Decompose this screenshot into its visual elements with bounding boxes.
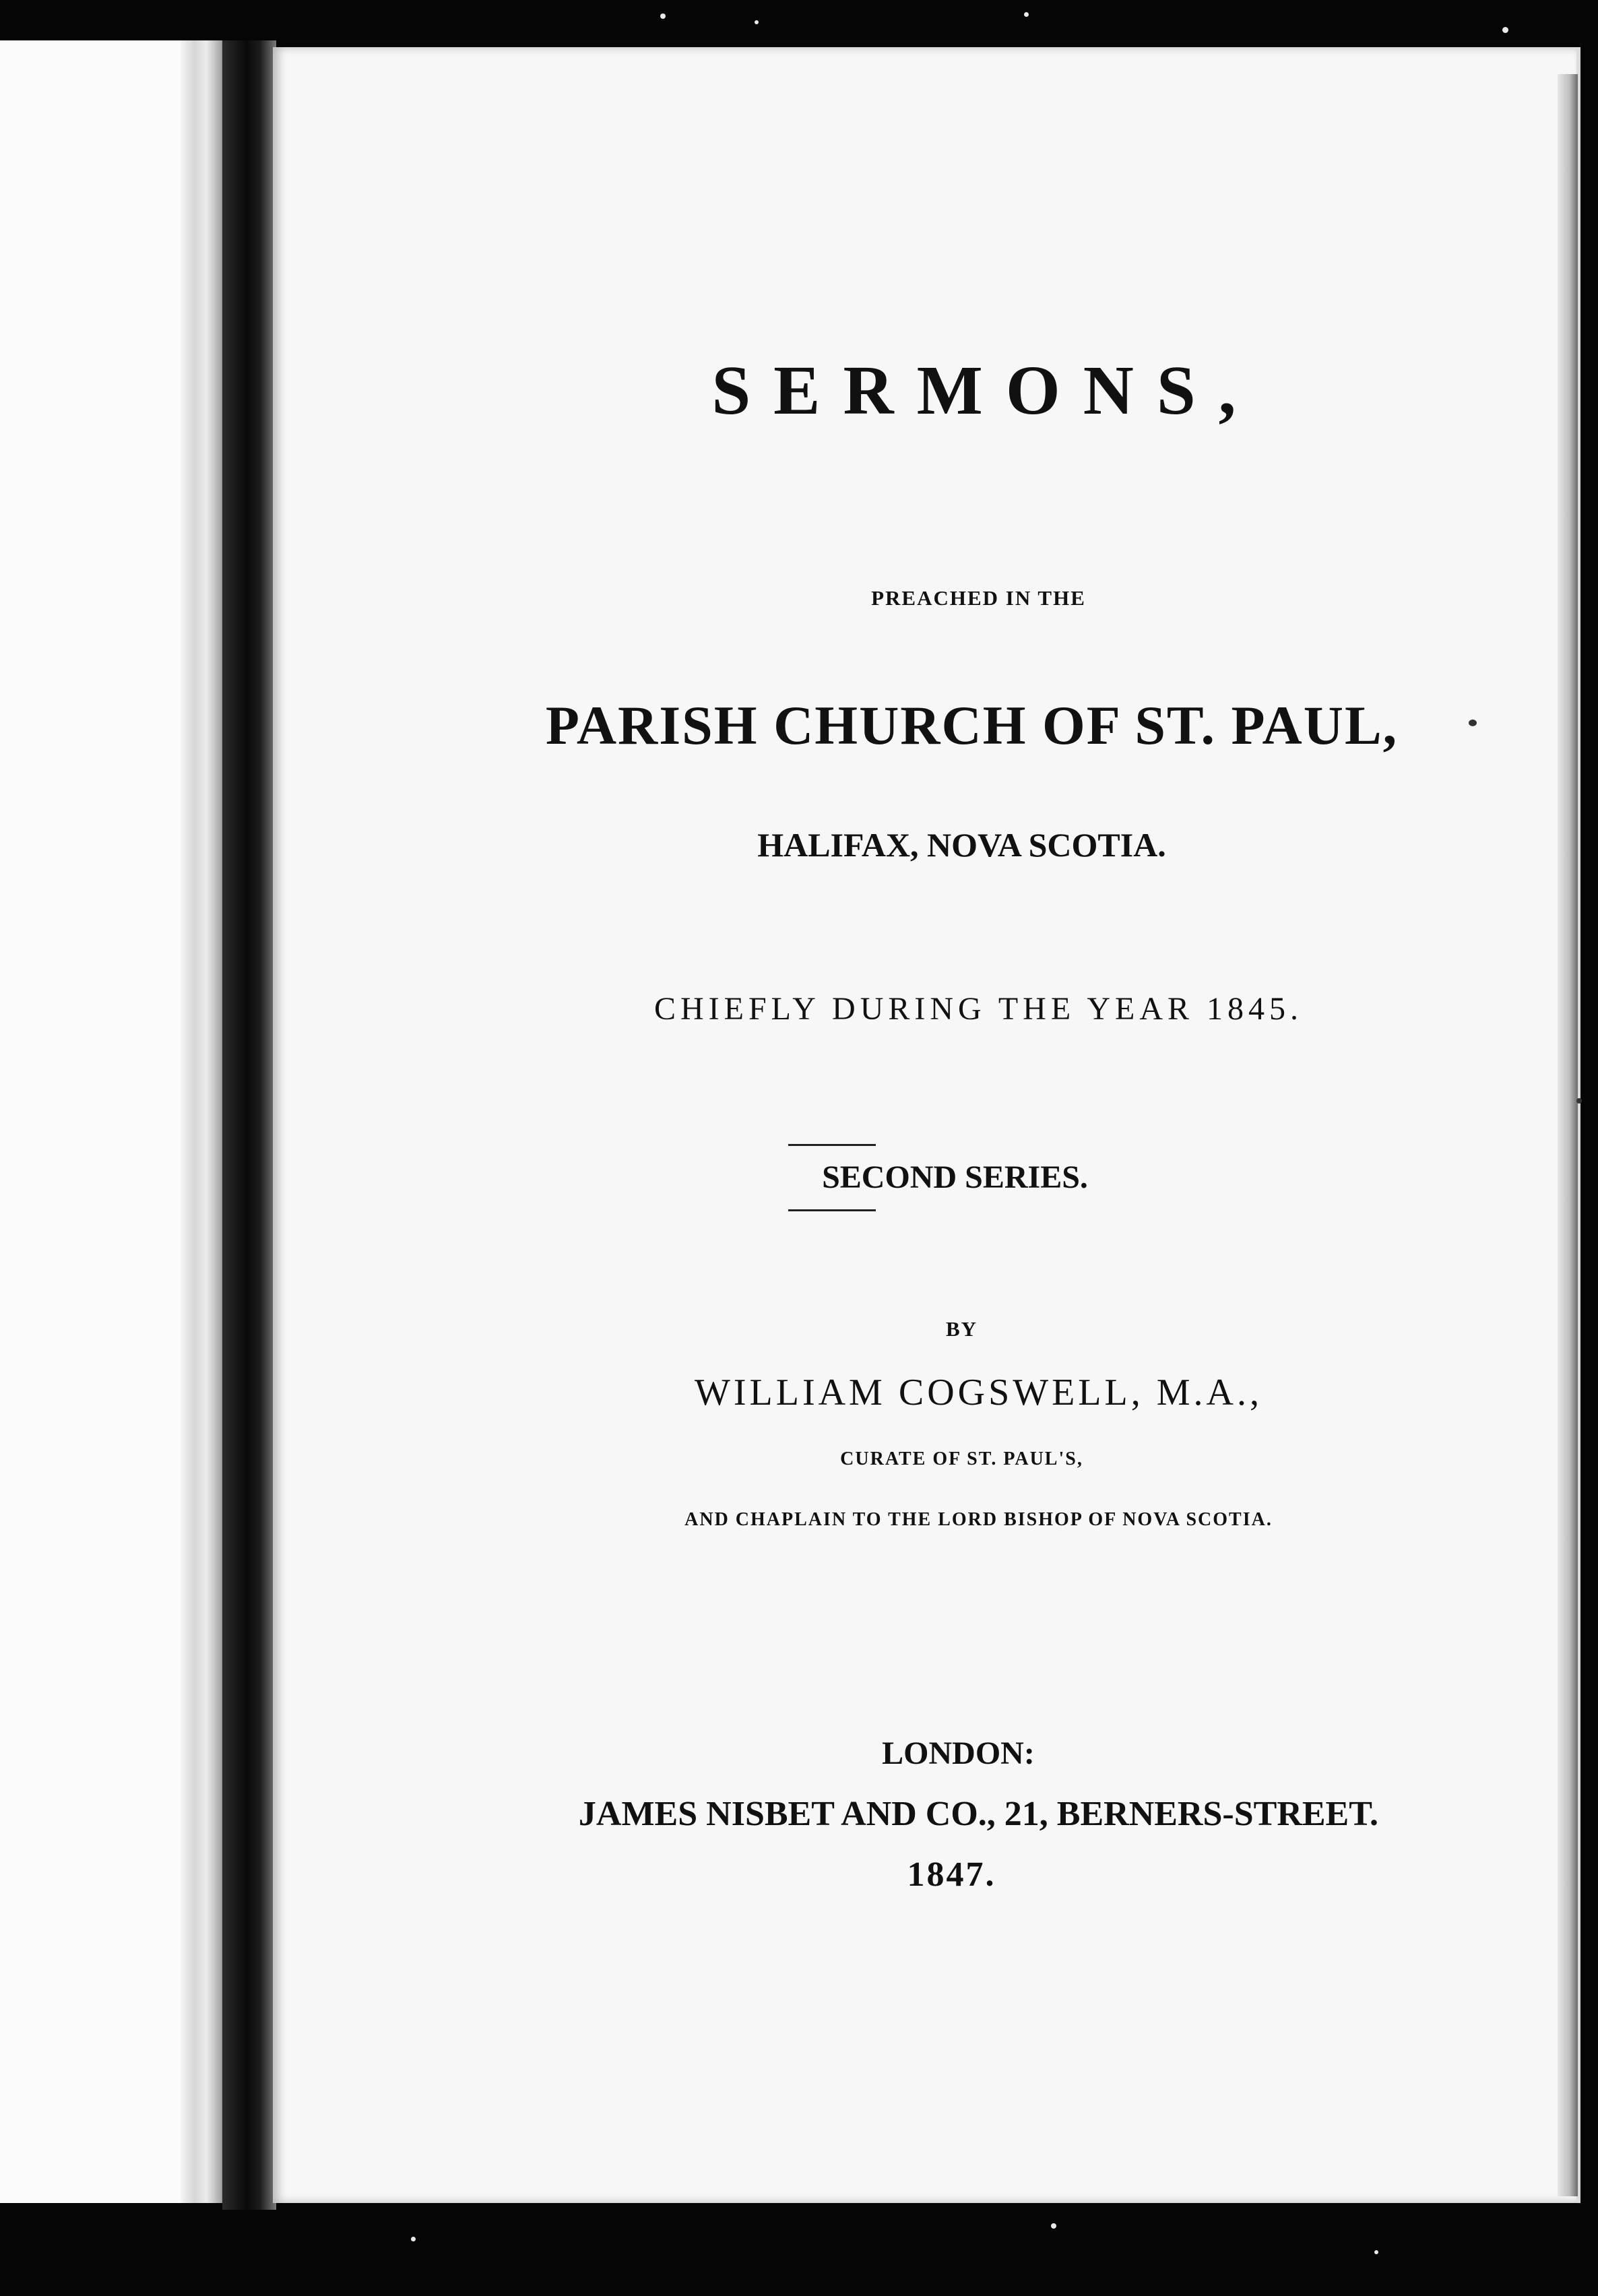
imprint-year: 1847. <box>907 1855 996 1894</box>
imprint-city: LONDON: <box>882 1735 1035 1771</box>
book-title: SERMONS, <box>711 352 1259 429</box>
series-rule-top <box>788 1144 876 1146</box>
imprint-publisher: JAMES NISBET AND CO., 21, BERNERS-STREET. <box>578 1795 1379 1833</box>
church-location: HALIFAX, NOVA SCOTIA. <box>757 826 1166 864</box>
book-gutter <box>222 40 276 2210</box>
by-line: BY <box>945 1317 978 1341</box>
scan-speck <box>755 20 759 24</box>
author-title-chaplain: AND CHAPLAIN TO THE LORD BISHOP OF NOVA SCOTIA. <box>684 1509 1273 1530</box>
scan-speck <box>411 2237 416 2241</box>
flyleaf-edge <box>181 40 228 2203</box>
church-name: PARISH CHURCH OF ST. PAUL, <box>545 695 1399 756</box>
scan-speck <box>1469 720 1477 726</box>
series-label: SECOND SERIES. <box>822 1159 1088 1195</box>
scan-speck <box>1576 1098 1582 1104</box>
author-name: WILLIAM COGSWELL, M.A., <box>695 1372 1263 1413</box>
scan-speck <box>1024 12 1029 17</box>
title-page <box>273 47 1580 2203</box>
scan-speck <box>660 13 666 19</box>
scan-speck <box>1374 2250 1378 2254</box>
scan-speck <box>1051 2223 1056 2229</box>
period-line: CHIEFLY DURING THE YEAR 1845. <box>653 991 1304 1027</box>
author-title-curate: CURATE OF ST. PAUL'S, <box>840 1448 1083 1469</box>
series-rule-bottom <box>788 1209 876 1211</box>
page-fore-edge <box>1558 74 1578 2196</box>
scan-speck <box>1502 27 1508 33</box>
preached-in-line: PREACHED IN THE <box>871 586 1086 610</box>
